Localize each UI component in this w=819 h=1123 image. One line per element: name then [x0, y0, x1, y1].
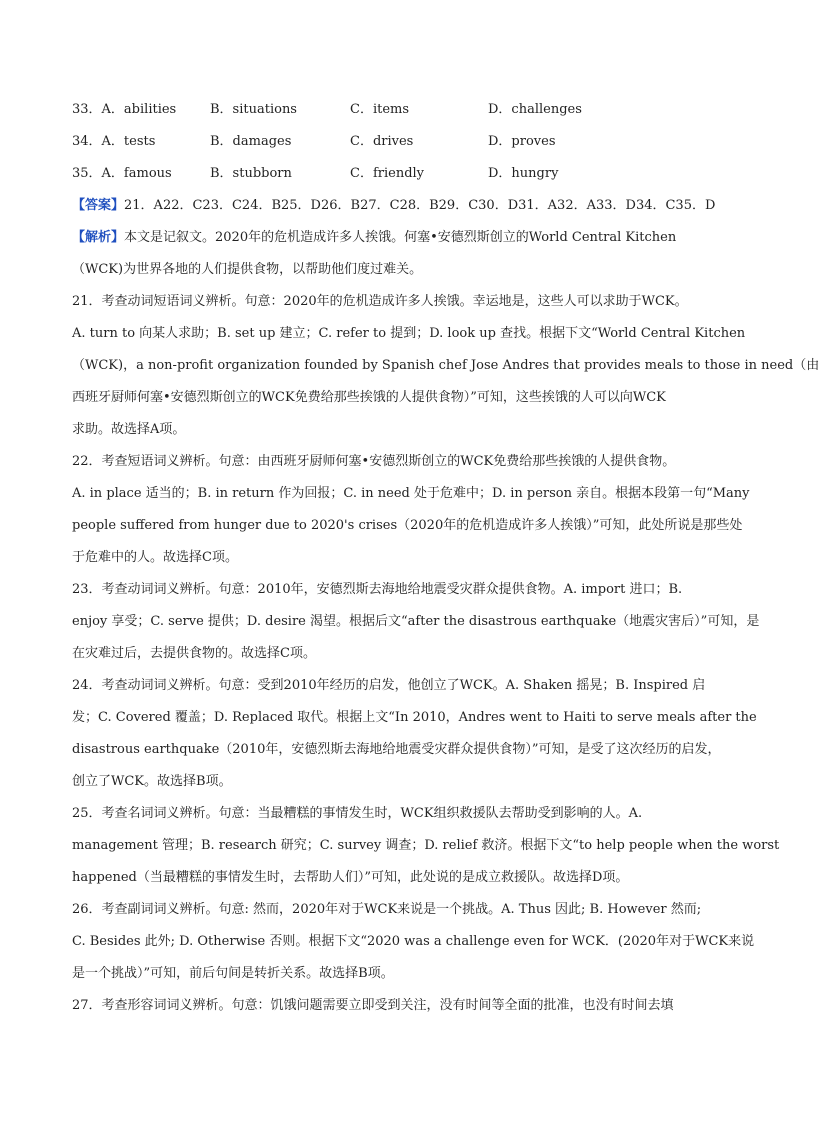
text-line: 在灾难过后，去提供食物的。故选择C项。	[72, 646, 316, 661]
q35-option-a: 35．A．famous	[72, 166, 172, 181]
text-line: management 管理；B. research 研究；C. survey 调查；D. relief 救济。根据下文“to help people when the worst	[72, 838, 780, 853]
analysis-line-2: （WCK)为世界各地的人们提供食物，以帮助他们度过难关。	[72, 262, 423, 277]
q33-option-a: 33．A．abilities	[72, 102, 177, 117]
answer-tag: 【答案】	[72, 198, 125, 213]
q34-option-b: B．damages	[210, 134, 292, 149]
text-line: 发；C. Covered 覆盖；D. Replaced 取代。根据上文“In 2010，Andres went to Haiti to serve meals after the	[72, 710, 757, 725]
text-line: disastrous earthquake（2010年，安德烈斯去海地给地震受灾群众提供食物）”可知，是受了这次经历的启发，	[72, 742, 721, 757]
text-line: A. turn to 向某人求助；B. set up 建立；C. refer to 提到；D. look up 查找。根据下文“World Central Kitchen	[72, 326, 746, 341]
text-line: 22．考查短语词义辨析。句意：由西班牙厨师何塞•安德烈斯创立的WCK免费给那些挨饿的人提供食物。	[72, 454, 676, 469]
analysis-line-1	[72, 228, 732, 248]
q33-option-d: D．challenges	[488, 102, 582, 117]
text-line: 24．考查动词词义辨析。句意：受到2010年经历的启发，他创立了WCK。A. Shaken 摇晃；B. Inspired 启	[72, 678, 706, 693]
text-line: enjoy 享受；C. serve 提供；D. desire 渴望。根据后文“after the disastrous earthquake（地震灾害后）”可知，是	[72, 614, 760, 629]
q34-option-d: D．proves	[488, 134, 556, 149]
text-line: 西班牙厨师何塞•安德烈斯创立的WCK免费给那些挨饿的人提供食物）”可知，这些挨饿的人可以向WCK	[72, 390, 666, 405]
answer-text: 21．A22．C23．C24．B25．D26．B27．C28．B29．C30．D31．A32．A33．D34．C35．D	[124, 198, 716, 213]
text-line: 创立了WCK。故选择B项。	[72, 774, 232, 789]
text-line: 于危难中的人。故选择C项。	[72, 550, 238, 565]
analysis-tag: 【解析】	[72, 230, 125, 245]
q34-option-a: 34．A．tests	[72, 134, 156, 149]
text-line: 27．考查形容词词义辨析。句意：饥饿问题需要立即受到关注，没有时间等全面的批准，也没有时间去填	[72, 998, 674, 1013]
text-line: happened（当最糟糕的事情发生时，去帮助人们）”可知，此处说的是成立救援队。故选择D项。	[72, 870, 629, 885]
text-line: （WCK)，a non-profit organization founded by Spanish chef Jose Andres that provides meals to those in need（由	[72, 358, 819, 373]
answer-line	[72, 196, 732, 216]
q33-option-c: C．items	[350, 102, 410, 117]
text-line: 26．考查副词词义辨析。句意: 然而，2020年对于WCK来说是一个挑战。A. Thus 因此; B. However 然而;	[72, 902, 702, 917]
q35-option-b: B．stubborn	[210, 166, 292, 181]
text-line: C. Besides 此外; D. Otherwise 否则。根据下文“2020 was a challenge even for WCK．(2020年对于WCK来说	[72, 934, 755, 949]
text-line: people suffered from hunger due to 2020's crises（2020年的危机造成许多人挨饿）”可知，此处所说是那些处	[72, 518, 743, 533]
q33-option-b: B．situations	[210, 102, 297, 117]
text-line: 25．考查名词词义辨析。句意：当最糟糕的事情发生时，WCK组织救援队去帮助受到影响的人。A.	[72, 806, 643, 821]
analysis-text-1: 本文是记叙文。2020年的危机造成许多人挨饿。何塞•安德烈斯创立的World Central Kitchen	[124, 230, 677, 245]
text-line: 是一个挑战）”可知，前后句间是转折关系。故选择B项。	[72, 966, 394, 981]
q35-option-d: D．hungry	[488, 166, 559, 181]
text-line: 21．考查动词短语词义辨析。句意：2020年的危机造成许多人挨饿。幸运地是，这些人可以求助于WCK。	[72, 294, 688, 309]
text-line: 求助。故选择A项。	[72, 422, 186, 437]
q34-option-c: C．drives	[350, 134, 414, 149]
text-line: 23．考查动词词义辨析。句意：2010年，安德烈斯去海地给地震受灾群众提供食物。A. import 进口；B.	[72, 582, 683, 597]
q35-option-c: C．friendly	[350, 166, 425, 181]
text-line: A. in place 适当的；B. in return 作为回报；C. in need 处于危难中；D. in person 亲自。根据本段第一句“Many	[72, 486, 750, 501]
